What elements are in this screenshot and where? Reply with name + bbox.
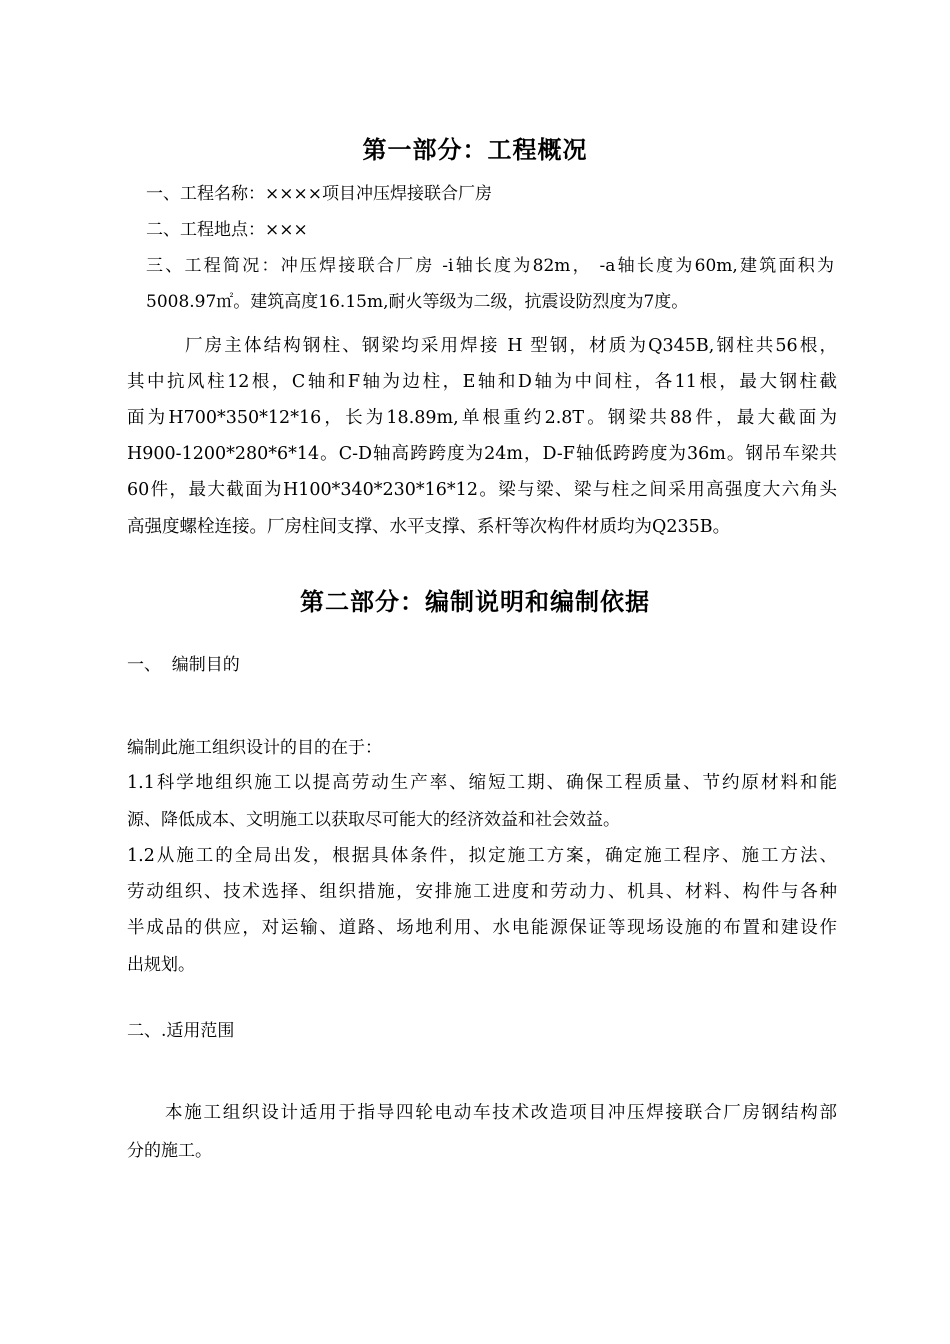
purpose-item-1-line: 源、降低成本、文明施工以获取尽可能大的经济效益和社会效益。 bbox=[127, 810, 620, 830]
structure-para-line: 面为H700*350*12*16，长为18.89m,单根重约2.8T。钢梁共88件，最大截面为 bbox=[127, 408, 837, 428]
purpose-item-2-line: 出规划。 bbox=[127, 955, 195, 975]
structure-para-line: 60件，最大截面为H100*340*230*16*12。梁与梁、梁与柱之间采用高强度大六角头 bbox=[127, 480, 837, 500]
structure-para-line: H900-1200*280*6*14。C-D轴高跨跨度为24m，D-F轴低跨跨度为36m。钢吊车梁共 bbox=[127, 444, 837, 464]
purpose-item-2-line: 劳动组织、技术选择、组织措施，安排施工进度和劳动力、机具、材料、构件与各种 bbox=[127, 882, 837, 902]
project-location: 二、工程地点：××× bbox=[146, 220, 308, 240]
purpose-item-1-line: 1.1科学地组织施工以提高劳动生产率、缩短工期、确保工程质量、节约原材料和能 bbox=[127, 773, 837, 793]
part2-heading: 第二部分：编制说明和编制依据 bbox=[300, 588, 650, 616]
project-summary-line1: 三、工程简况：冲压焊接联合厂房 -i轴长度为82m， -a轴长度为60m,建筑面积为 bbox=[146, 256, 834, 276]
purpose-item-2-line: 半成品的供应，对运输、道路、场地利用、水电能源保证等现场设施的布置和建设作 bbox=[127, 918, 837, 938]
part1-heading: 第一部分：工程概况 bbox=[362, 136, 588, 164]
structure-para-line: 其中抗风柱12根，C轴和F轴为边柱，E轴和D轴为中间柱，各11根，最大钢柱截 bbox=[127, 372, 837, 392]
purpose-item-2-line: 1.2从施工的全局出发，根据具体条件，拟定施工方案，确定施工程序、施工方法、 bbox=[127, 846, 837, 866]
scope-line: 分的施工。 bbox=[127, 1141, 212, 1161]
section-scope-title: 二、.适用范围 bbox=[127, 1021, 235, 1041]
structure-para-line: 高强度螺栓连接。厂房柱间支撑、水平支撑、系杆等次构件材质均为Q235B。 bbox=[127, 517, 731, 537]
scope-line: 本施工组织设计适用于指导四轮电动车技术改造项目冲压焊接联合厂房钢结构部 bbox=[165, 1103, 837, 1123]
project-summary-line2: 5008.97㎡。建筑高度16.15m,耐火等级为二级，抗震设防烈度为7度。 bbox=[146, 292, 689, 312]
project-name: 一、工程名称：××××项目冲压焊接联合厂房 bbox=[146, 184, 492, 204]
purpose-intro: 编制此施工组织设计的目的在于： bbox=[127, 738, 382, 758]
section-purpose-title: 一、 编制目的 bbox=[127, 655, 240, 675]
structure-para-line: 厂房主体结构钢柱、钢梁均采用焊接 H 型钢，材质为Q345B,钢柱共56根， bbox=[185, 336, 837, 356]
